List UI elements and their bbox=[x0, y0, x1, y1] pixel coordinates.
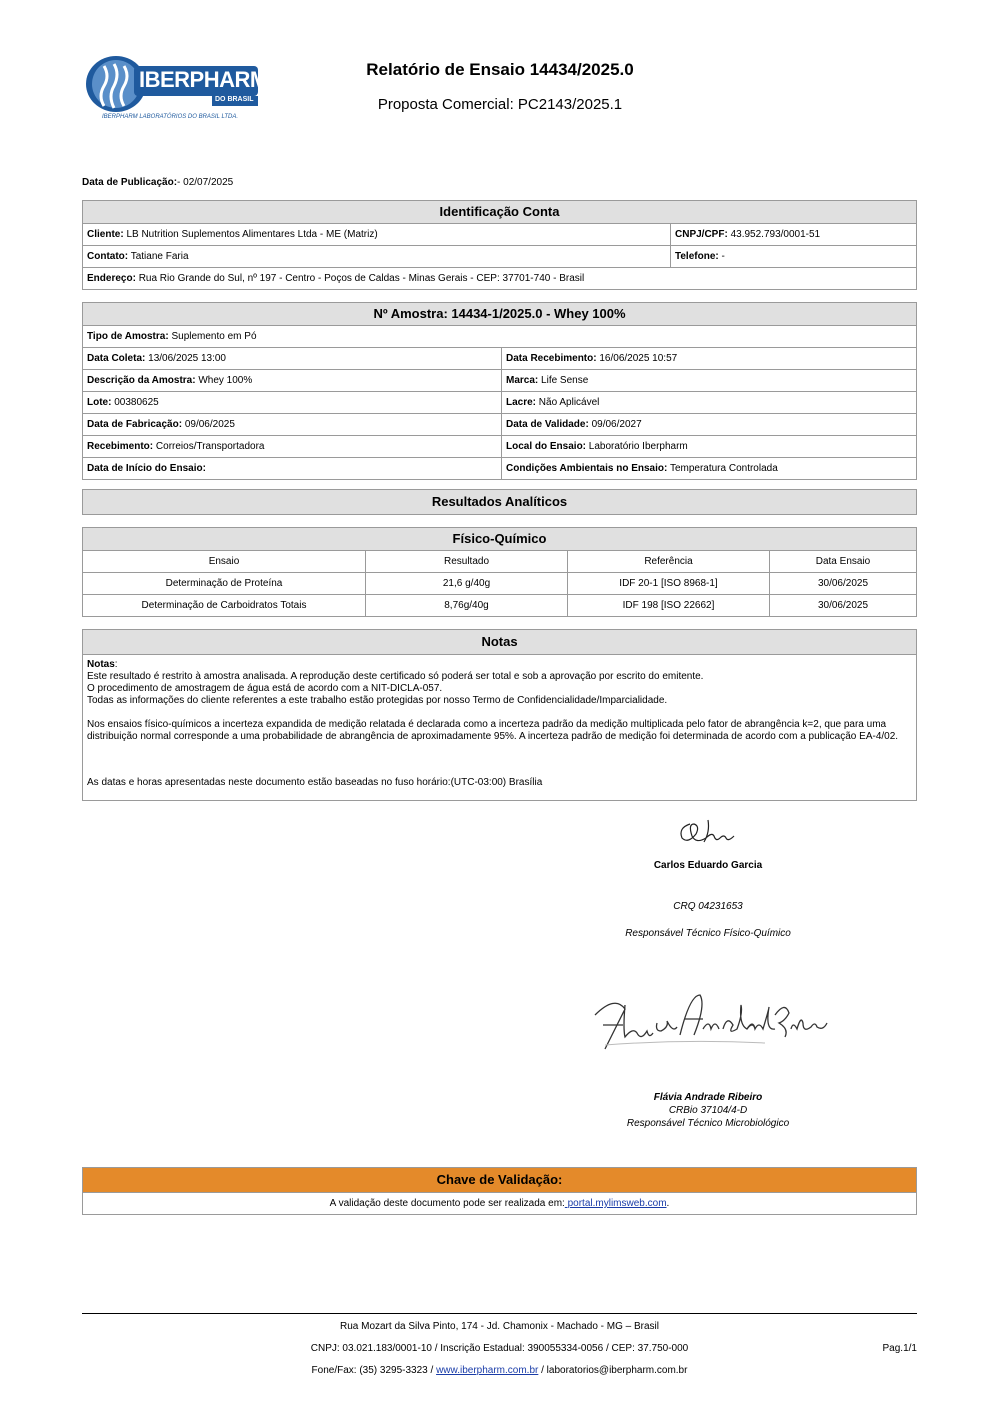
field-label: Data de Fabricação: bbox=[87, 419, 183, 430]
notes-box bbox=[82, 629, 917, 801]
sample-right-cell bbox=[501, 370, 916, 391]
table-cell: IDF 198 [ISO 22662] bbox=[567, 595, 769, 616]
sample-left-cell bbox=[83, 370, 501, 391]
table-cell: Determinação de Carboidratos Totais bbox=[141, 600, 307, 611]
signature-image-2 bbox=[585, 985, 835, 1070]
client-value: LB Nutrition Suplementos Alimentares Ltda - ME (Matriz) bbox=[126, 229, 378, 240]
field-label: Local do Ensaio: bbox=[506, 441, 587, 452]
sample-right-cell bbox=[501, 458, 916, 479]
table-row bbox=[83, 326, 916, 348]
sample-type-value: Suplemento em Pó bbox=[171, 331, 257, 342]
notes-body: Notas: Este resultado é restrito à amostra analisada. A reprodução deste certificado só poderá ser total e sob a aprovação por escrito do emitente. O procedimento de amostragem de água está de acordo com a NIT-DICLA-057. Todas as informações do cliente referentes a este trabalho estão protegidas por nosso Termo de Confidencialidade/Imparcialidade. Nos ensaios físico-químicos a incerteza expandida de medição relatada é declarada como a incerteza padrão da medição multiplicada pelo fator de abrangência k=2, que para uma distribuição normal corresponde a uma probabilidade de abrangência de aproximadamente 95%. A incerteza padrão de medição foi determinada de acordo com a publicação EA-4/02. As datas e horas apresentadas neste documento estão baseadas no fuso horário:(UTC-03:00) Brasília bbox=[83, 655, 916, 793]
sample-right-cell bbox=[501, 414, 916, 435]
page-number: Pag.1/1 bbox=[882, 1343, 917, 1354]
table-cell: Determinação de Proteína bbox=[165, 578, 283, 589]
field-label: Data de Validade: bbox=[506, 419, 589, 430]
publication-date bbox=[82, 177, 233, 188]
sample-right-cell bbox=[501, 392, 916, 413]
column-header: Referência bbox=[567, 551, 769, 572]
notes-line: Todas as informações do cliente referentes a este trabalho estão protegidas por nosso Termo de Confidencialidade/Imparcialidade. bbox=[87, 695, 668, 706]
notes-timezone: As datas e horas apresentadas neste documento estão baseadas no fuso horário:(UTC-03:00) Brasília bbox=[87, 777, 543, 788]
table-row bbox=[83, 573, 916, 595]
validation-box bbox=[82, 1167, 917, 1215]
table-row bbox=[83, 224, 916, 246]
report-proposal: Proposta Comercial: PC2143/2025.1 bbox=[377, 96, 623, 113]
footer-email: / laboratorios@iberpharm.com.br bbox=[538, 1365, 688, 1376]
sample-left-cell bbox=[83, 348, 501, 369]
table-row bbox=[83, 392, 916, 414]
field-value: Correios/Transportadora bbox=[155, 441, 265, 452]
sample-left-cell bbox=[83, 436, 501, 457]
field-label: Descrição da Amostra: bbox=[87, 375, 196, 386]
field-value: 09/06/2027 bbox=[591, 419, 642, 430]
notes-line: O procedimento de amostragem de água está de acordo com a NIT-DICLA-057. bbox=[87, 683, 443, 694]
sample-left-cell bbox=[83, 458, 501, 479]
contact-value: Tatiane Faria bbox=[130, 251, 189, 262]
table-row bbox=[83, 246, 916, 268]
table-cell: 8,76g/40g bbox=[365, 595, 567, 616]
field-value: Temperatura Controlada bbox=[669, 463, 778, 474]
client-cell bbox=[83, 224, 670, 245]
field-label: Marca: bbox=[506, 375, 539, 386]
table-row bbox=[83, 458, 916, 479]
results-header-box bbox=[82, 489, 917, 515]
signatory-registry: CRBio 37104/4-D bbox=[668, 1105, 748, 1116]
sample-table bbox=[82, 302, 917, 480]
table-row bbox=[83, 268, 916, 289]
table-header-row bbox=[83, 551, 916, 573]
field-value: 00380625 bbox=[114, 397, 159, 408]
validation-end: . bbox=[666, 1198, 670, 1209]
table-row bbox=[83, 595, 916, 616]
field-value: 09/06/2025 bbox=[184, 419, 235, 430]
table-cell: 30/06/2025 bbox=[769, 595, 916, 616]
sample-right-cell bbox=[501, 348, 916, 369]
notes-line: Este resultado é restrito à amostra analisada. A reprodução deste certificado só poderá ser total e sob a aprovação por escrito do emitente. bbox=[87, 671, 704, 682]
column-header: Data Ensaio bbox=[769, 551, 916, 572]
sample-right-cell bbox=[501, 436, 916, 457]
sample-title: Nº Amostra: 14434-1/2025.0 - Whey 100% bbox=[83, 303, 916, 326]
logo-subtext: DO BRASIL bbox=[215, 96, 254, 103]
footer-divider bbox=[82, 1313, 917, 1314]
sample-left-cell bbox=[83, 392, 501, 413]
notes-title: Notas bbox=[83, 630, 916, 655]
account-table bbox=[82, 200, 917, 290]
table-row bbox=[83, 414, 916, 436]
signatory-role: Responsável Técnico Microbiológico bbox=[626, 1118, 790, 1129]
field-label: Data de Início do Ensaio: bbox=[87, 463, 206, 474]
validation-link[interactable]: portal.mylimsweb.com bbox=[564, 1198, 667, 1209]
table-cell: 21,6 g/40g bbox=[365, 573, 567, 594]
client-label: Cliente: bbox=[87, 229, 124, 240]
validation-text: A validação deste documento pode ser realizada em: bbox=[329, 1198, 565, 1209]
footer-phone: Fone/Fax: (35) 3295-3323 / bbox=[311, 1365, 437, 1376]
footer-registry: CNPJ: 03.021.183/0001-10 / Inscrição Estadual: 390055334-0056 / CEP: 37.750-000 bbox=[310, 1343, 689, 1354]
results-title: Resultados Analíticos bbox=[83, 490, 916, 514]
account-title: Identificação Conta bbox=[83, 201, 916, 224]
cnpj-label: CNPJ/CPF: bbox=[675, 229, 728, 240]
field-label: Data Recebimento: bbox=[506, 353, 597, 364]
table-cell: 30/06/2025 bbox=[769, 573, 916, 594]
table-row bbox=[83, 436, 916, 458]
table-cell: IDF 20-1 [ISO 8968-1] bbox=[567, 573, 769, 594]
address-value: Rua Rio Grande do Sul, nº 197 - Centro - Poços de Caldas - Minas Gerais - CEP: 37701-740 - Brasil bbox=[138, 273, 585, 284]
iberpharm-logo bbox=[82, 52, 268, 132]
results-table bbox=[82, 527, 917, 617]
sample-left-cell bbox=[83, 414, 501, 435]
phone-value: - bbox=[721, 251, 725, 262]
field-value: Não Aplicável bbox=[538, 397, 600, 408]
column-header: Resultado bbox=[365, 551, 567, 572]
validation-title: Chave de Validação: bbox=[83, 1168, 916, 1193]
results-section-title: Físico-Químico bbox=[83, 528, 916, 551]
signatory-registry: CRQ 04231653 bbox=[673, 901, 743, 912]
signatory-name: Flávia Andrade Ribeiro bbox=[653, 1092, 763, 1103]
contact-cell bbox=[83, 246, 670, 267]
field-value: Life Sense bbox=[541, 375, 589, 386]
field-value: Laboratório Iberpharm bbox=[588, 441, 688, 452]
report-title: Relatório de Ensaio 14434/2025.0 bbox=[366, 60, 634, 79]
sample-type-label: Tipo de Amostra: bbox=[87, 331, 169, 342]
table-row bbox=[83, 370, 916, 392]
cnpj-value: 43.952.793/0001-51 bbox=[730, 229, 821, 240]
signatory-role: Responsável Técnico Físico-Químico bbox=[625, 928, 791, 939]
footer-contact bbox=[82, 1365, 917, 1376]
phone-label: Telefone: bbox=[675, 251, 719, 262]
column-header: Ensaio bbox=[208, 556, 240, 567]
field-value: 16/06/2025 10:57 bbox=[599, 353, 678, 364]
validation-text-cell bbox=[83, 1193, 916, 1214]
field-value: 13/06/2025 13:00 bbox=[148, 353, 226, 364]
logo-tagline: IBERPHARM LABORATÓRIOS DO BRASIL LTDA. bbox=[102, 114, 239, 120]
field-value: Whey 100% bbox=[198, 375, 253, 386]
address-cell bbox=[83, 268, 916, 289]
cnpj-cell bbox=[670, 224, 916, 245]
address-label: Endereço: bbox=[87, 273, 136, 284]
signature-image-1 bbox=[660, 810, 760, 860]
field-label: Lote: bbox=[87, 397, 112, 408]
field-label: Recebimento: bbox=[87, 441, 154, 452]
table-row bbox=[83, 1193, 916, 1214]
phone-cell bbox=[670, 246, 916, 267]
footer-address: Rua Mozart da Silva Pinto, 174 - Jd. Chamonix - Machado - MG – Brasil bbox=[339, 1321, 660, 1332]
logo-text: IBERPHARM bbox=[139, 67, 268, 92]
field-label: Lacre: bbox=[506, 397, 537, 408]
field-label: Condições Ambientais no Ensaio: bbox=[506, 463, 668, 474]
footer-website-link[interactable]: www.iberpharm.com.br bbox=[436, 1365, 539, 1376]
publication-value: - 02/07/2025 bbox=[177, 177, 234, 188]
table-row bbox=[83, 348, 916, 370]
publication-label: Data de Publicação: bbox=[82, 177, 178, 188]
contact-label: Contato: bbox=[87, 251, 129, 262]
notes-heading: Notas bbox=[87, 659, 115, 670]
field-label: Data Coleta: bbox=[87, 353, 146, 364]
notes-uncertainty: Nos ensaios físico-químicos a incerteza expandida de medição relatada é declarada como a incerteza padrão da medição multiplicada pelo fator de abrangência k=2, que para uma distribuição normal corresponde a uma probabilidade de abrangência de aproximadamente 95%. A incerteza padrão de medição foi determinada de acordo com a publicação EA-4/02. bbox=[87, 719, 899, 742]
sample-type-cell bbox=[83, 326, 916, 347]
signatory-name: Carlos Eduardo Garcia bbox=[653, 860, 763, 871]
